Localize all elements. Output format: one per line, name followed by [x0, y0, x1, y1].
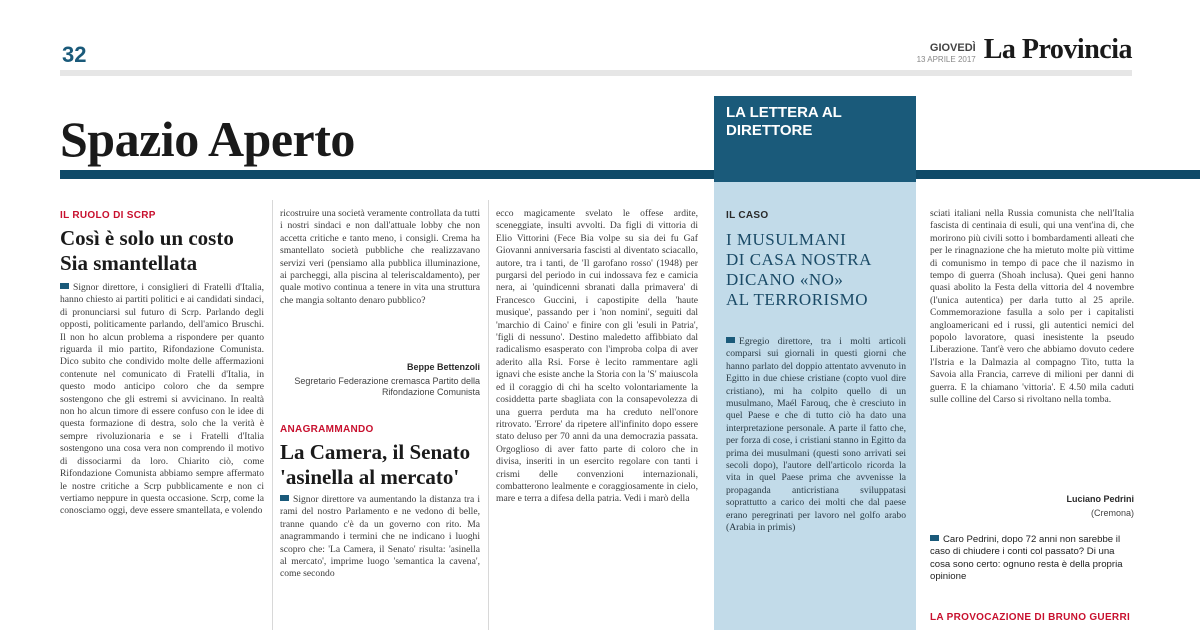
masthead-day: GIOVEDÌ: [929, 42, 976, 54]
paragraph-marker-icon: [930, 535, 939, 541]
article2-headline-line2: 'asinella al mercato': [280, 465, 460, 489]
newspaper-logo: La Provincia: [983, 34, 1132, 65]
editor-reply-text: Caro Pedrini, dopo 72 anni non sarebbe il caso di chiudere i conti col passato? Di una cosa sono certo: ognuno resta è della propria opinione: [930, 534, 1123, 583]
letter-title: [726, 230, 906, 310]
section-title: Spazio Aperto: [60, 111, 355, 167]
letter-title-line4: AL TERRORISMO: [726, 290, 869, 309]
letter-kicker: IL CASO: [726, 210, 769, 221]
section-divider: [60, 170, 1200, 179]
article2-body-col2: [280, 494, 480, 630]
article1-headline-line2: Sia smantellata: [60, 251, 198, 275]
header-divider: [60, 70, 1132, 76]
column-divider: [272, 200, 273, 630]
article2-body-col3: ecco magicamente svelato le offese ardite, sceneggiate, insulti avvolti. Da figli di vittoria di Elio Vittorini (Fece Bia volpe su sia dei fu Gaf Giovanni anniversaria fascisti al diventato sciacallo, autore, tra i tanti, de 'Il garofano rosso' (1948) per purgarsi del periodo in cui indossava fez e camicia nera, ai 'quindicenni sbranati dalla primavera' di Francesco Guccini, i capostipite della 'haute musique', passando per i 'non nomini', seguiti dal 'marchio di Caino' e finire con gli 'esuli in Patria', 'figli di nessuno'. Destino maledetto affibbiato dal radicalismo esasperato con l'improba colpa di aver aderito alla Rsi. Forse è lecito rammentare agli ignavi che esiste anche la Storia con la 'S' maiuscola ed il coraggio di chi ha scelto volontariamente la cosiddetta parte sbagliata con la consapevolezza di una guerra perduta ma ha creduto nell'onore ritrovato. 'Errore' da ripetere all'infinito dopo essere stato deluso per 70 anni da una democrazia passata. Orgoglioso di aver fatto parte di coloro che in divisa, inseriti in un esercito regolare con tanti i crismi delle convenzioni internazionali, combatterono lealmente e coraggiosamente in cielo, mare e terra a difesa della patria. Vedi i marò della: [496, 208, 698, 505]
letter-signature-place: (Cremona): [1090, 508, 1134, 518]
editor-reply: [930, 534, 1134, 594]
letter-signature: Luciano Pedrini: [1066, 494, 1134, 504]
article1-body-col2: ricostruire una società veramente controllata da tutti i nostri sindaci e non dall'attuale lobby che non accetta critiche e tanto meno, i consigli. Crema ha smantellato società pubbliche che realizzavano servizi veri (pensiamo alla pubblica illuminazione, ai parcheggi, alla piscina al teleriscaldamento), per quale motivo continua a tenere in vita una struttura che mangia soltanto denaro pubblico?: [280, 208, 480, 306]
article2-headline-line1: La Camera, il Senato: [280, 440, 471, 464]
masthead-date: [917, 43, 976, 64]
letter-box-header: [714, 96, 916, 182]
letter-box-label: LA LETTERA AL DIRETTORE: [726, 104, 842, 139]
article1-signature: Beppe Bettenzoli: [406, 362, 480, 372]
paragraph-marker-icon: [726, 337, 735, 343]
letter-title-line2: DI CASA NOSTRA: [726, 250, 872, 269]
letter-body-text: Egregio direttore, tra i molti articoli comparsi sui giornali in questi giorni che hanno parlato del doppio attentato avvenuto in Egitto in due chiese cristiane (copto vuol dire cristiano), mi ha colpito quello di un musulmano, Maél Farouq, che è cresciuto in quel Paese e che di tutto ciò ha dato una interpretazione personale. A parte il fatto che, per forza di cose, i cristiani stanno in Egitto da prima dei musulmani (questi sono arrivati sei secoli dopo), l'autore dell'articolo ricorda la vita in quel Paese prima che avvenisse la propaganda anticristiana sviluppatasi soprattutto a carico dei molti che dal paese erano peregrinati per lavoro nel golfo arabo (Arabia in primis): [726, 336, 906, 534]
article1-body-col1: [60, 282, 264, 630]
letter-title-line1: I MUSULMANI: [726, 230, 847, 249]
masthead: [917, 36, 1132, 64]
column-divider: [488, 200, 489, 630]
letter-body-col5: sciati italiani nella Russia comunista che nell'Italia fascista di centinaia di esuli, qui una vent'ina di, che morirono più civili sotto i bombardamenti alleati che per le rinagnazione che ha mietuto molte più vittime di comunismo in tempo di pace che il nazismo in tempo di guerra (Shoah inclusa). Quei geni hanno quasi abolito la Festa della vittoria del 4 novembre (l'unica autentica) per darla tutto al 25 aprile. Commemorazione fasulla a solo per i capitalisti angloamericani ed i russi, gli autentici nemici del popolo lavoratore, quasi inesistente la pseudo Liberazione. Tant'è vero che abbiamo dovuto cedere l'Istria e la Dalmazia al compagno Tito, tutta la Savoia alla Francia, carreve di milioni per danni di guerra. E la chiamano 'vittoria'. E 4.50 mila caduti sulle colline del Carso si rivoltano nella tomba.: [930, 208, 1134, 406]
article1-headline-line1: Così è solo un costo: [60, 226, 234, 250]
article1-kicker: IL RUOLO DI SCRP: [60, 210, 156, 221]
letter-body: [726, 336, 906, 630]
next-article-kicker: LA PROVOCAZIONE DI BRUNO GUERRI: [930, 612, 1131, 623]
article1-headline: [60, 226, 270, 276]
letter-title-line3: DICANO «NO»: [726, 270, 844, 289]
paragraph-marker-icon: [60, 283, 69, 289]
article2-kicker: ANAGRAMMANDO: [280, 424, 374, 435]
masthead-date-text: 13 APRILE 2017: [916, 55, 976, 64]
paragraph-marker-icon: [280, 495, 289, 501]
article1-body-col1-text: Signor direttore, i consiglieri di Fratelli d'Italia, hanno chiesto ai partiti politici e ai candidati sindaci, di pronunciarsi sul futuro di Scrp. Parlando degli opposti, politicamente parlando, dell'amico Bruschi. Il non ho alcun problema a rispondere per quanto riguarda il mio partito, Rifondazione Comunista. Dico subito che condivido molte delle affermazioni contenute nel comunicato di Fratelli d'Italia, in questo modo anticipo coloro che da sempre sostengono che gli estremi si avvicinano. In realtà non ho alcun timore di essere confuso con le idee di questa formazione di destra, solo che la verità è sempre rivoluzionaria e se i Fratelli d'Italia sostengono una cosa vera non comprendo il motivo di dissociarmi da loro. Chiarito ciò, come Rifondazione Comunista abbiamo sempre affermato le nostre critiche a Scrp pubblicamente e non ci vertiamo neppure in questa occasione. Scrp, come la conosciamo oggi, deve essere smantellata, e volendo: [60, 282, 264, 517]
page-number: 32: [62, 42, 87, 67]
article1-signature-role: Segretario Federazione cremasca Partito della Rifondazione Comunista: [294, 376, 480, 397]
article2-headline: [280, 440, 490, 490]
article2-body-col2-text: Signor direttore va aumentando la distanza tra i rami del nostro Parlamento e ne vedono di belle, tranne quando c'è da un governo con rito. Ma anagrammando i termini che ne indicano i luoghi scopro che: 'La Camera, il Senato' risulta: 'asinella al mercato', imprime luogo 'semantica la cavena', come secondo: [280, 494, 480, 580]
